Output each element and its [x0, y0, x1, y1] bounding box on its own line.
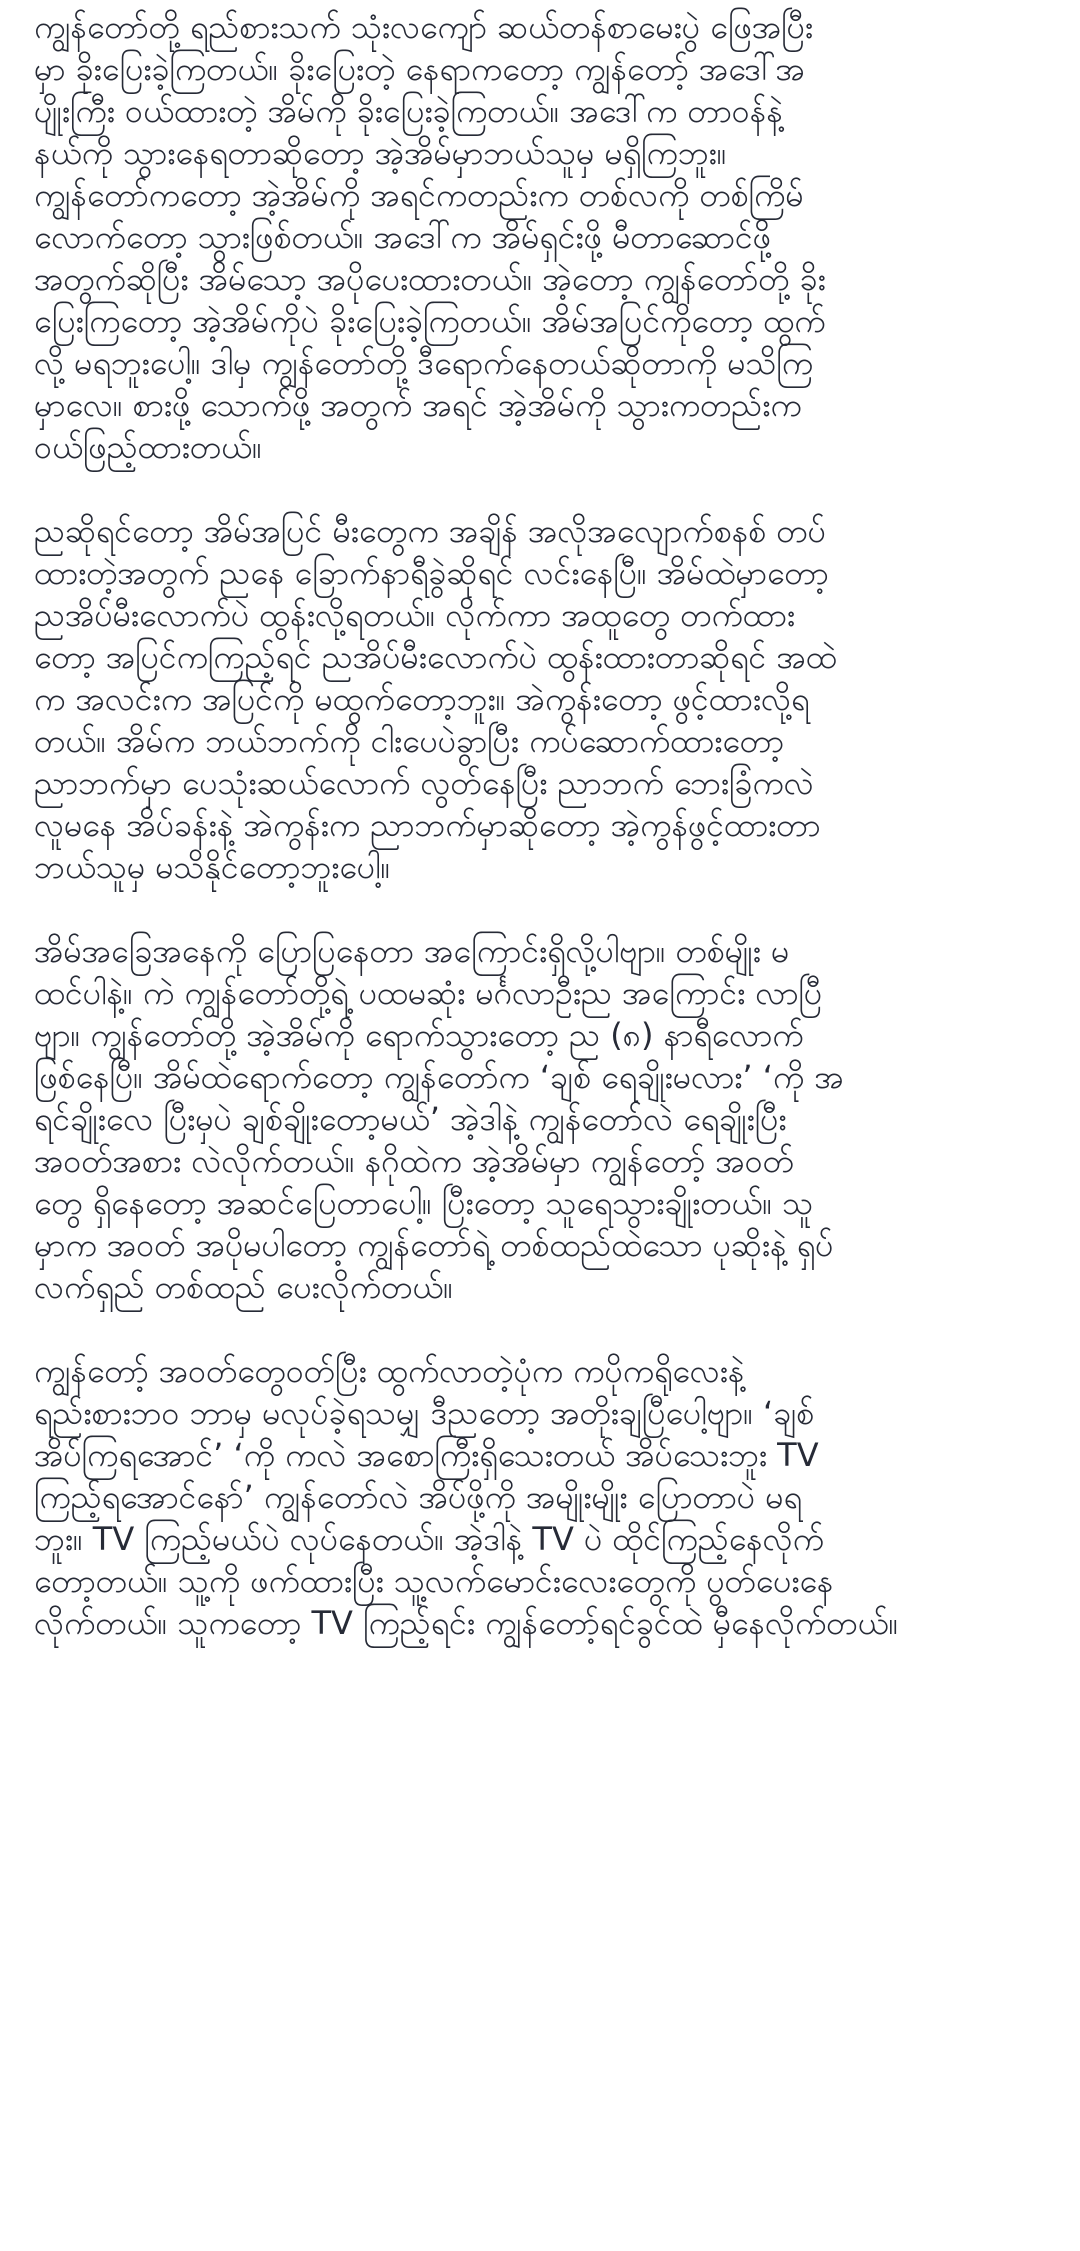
article-paragraph: ညဆိုရင်တော့ အိမ်အပြင် မီးတွေက အချိန် အလိုအလျောက်စနစ် တပ် ထားတဲ့အတွက် ညနေ ခြောက်နာရီခွဲဆိုရင် လင်းနေပြီ။ အိမ်ထဲမှာတော့ ညအိပ်မီးလောက်ပဲ ထွန်းလို့ရတယ်။ လိုက်ကာ အထူတွေ တက်ထား တော့ အပြင်ကကြည့်ရင် ညအိပ်မီးလောက်ပဲ ထွန်းထားတာဆိုရင် အထဲ က အလင်းက အပြင်ကို မထွက်တော့ဘူး။ အဲကွန်းတော့ ဖွင့်ထားလို့ရ တယ်။ အိမ်က ဘယ်ဘက်ကို ငါးပေပဲခွာပြီး ကပ်ဆောက်ထားတော့ ညာဘက်မှာ ပေသုံးဆယ်လောက် လွတ်နေပြီး ညာဘက် ဘေးခြံကလဲ လူမနေ အိပ်ခန်းနဲ့ အဲကွန်းက ညာဘက်မှာဆိုတော့ အဲ့ကွန်ဖွင့်ထားတာ ဘယ်သူမှ မသိနိုင်တော့ဘူးပေါ့။	[34, 512, 837, 886]
article-paragraph: အိမ်အခြေအနေကို ပြောပြနေတာ အကြောင်းရှိလို့ပါဗျာ။ တစ်မျိုး မ ထင်ပါနဲ့။ ကဲ ကျွန်တော်တို့ရဲ့ ပထမဆုံး မင်္ဂလာဦးည အကြောင်း လာပြီ ဗျာ။ ကျွန်တော်တို့ အဲ့အိမ်ကို ရောက်သွားတော့ ည (၈) နာရီလောက် ဖြစ်နေပြီ။ အိမ်ထဲရောက်တော့ ကျွန်တော်က ‘ချစ် ရေချိုးမလား’ ‘ကို အ ရင်ချိုးလေ ပြီးမှပဲ ချစ်ချိုးတော့မယ်’ အဲ့ဒါနဲ့ ကျွန်တော်လဲ ရေချိုးပြီး အဝတ်အစား လဲလိုက်တယ်။ နဂိုထဲက အဲ့အိမ်မှာ ကျွန်တော့် အဝတ် တွေ ရှိနေတော့ အဆင်ပြေတာပေါ့။ ပြီးတော့ သူရေသွားချိုးတယ်။ သူ မှာက အဝတ် အပိုမပါတော့ ကျွန်တော်ရဲ့ တစ်ထည်ထဲသော ပုဆိုးနဲ့ ရှပ် လက်ရှည် တစ်ထည် ပေးလိုက်တယ်။	[34, 932, 844, 1306]
article-body	[34, 6, 1050, 1686]
article-paragraph: ကျွန်တော်တို့ ရည်စားသက် သုံးလကျော် ဆယ်တန်စာမေးပွဲ ဖြေအပြီး မှာ ခိုးပြေးခဲ့ကြတယ်။ ခိုးပြေးတဲ့ နေရာကတော့ ကျွန်တော့် အဒေါ်အ ပျိုးကြီး ဝယ်ထားတဲ့ အိမ်ကို ခိုးပြေးခဲ့ကြတယ်။ အဒေါ်က တာဝန်နဲ့ နယ်ကို သွားနေရတာဆိုတော့ အဲ့အိမ်မှာဘယ်သူမှ မရှိကြဘူး။ ကျွန်တော်ကတော့ အဲ့အိမ်ကို အရင်ကတည်းက တစ်လကို တစ်ကြိမ် လောက်တော့ သွားဖြစ်တယ်။ အဒေါ်က အိမ်ရှင်းဖို့ မီတာဆောင်ဖို့ အတွက်ဆိုပြီး အိမ်သော့ အပိုပေးထားတယ်။ အဲ့တော့ ကျွန်တော်တို့ ခိုး ပြေးကြတော့ အဲ့အိမ်ကိုပဲ ခိုးပြေးခဲ့ကြတယ်။ အိမ်အပြင်ကိုတော့ ထွက် လို့ မရဘူးပေါ့။ ဒါမှ ကျွန်တော်တို့ ဒီရောက်နေတယ်ဆိုတာကို မသိကြ မှာလေ။ စားဖို့ သောက်ဖို့ အတွက် အရင် အဲ့အိမ်ကို သွားကတည်းက ဝယ်ဖြည့်ထားတယ်။	[34, 8, 826, 466]
article-paragraph: ကျွန်တော့် အဝတ်တွေဝတ်ပြီး ထွက်လာတဲ့ပုံက ကပိုကရိုလေးနဲ့ ရည်းစားဘဝ ဘာမှ မလုပ်ခဲ့ရသမျှ ဒီညတော့ အတိုးချပြီပေါ့ဗျာ။ ‘ချစ် အိပ်ကြရအောင်’ ‘ကို ကလဲ အစောကြီးရှိသေးတယ် အိပ်သေးဘူး TV ကြည့်ရအောင်နော်’ ကျွန်တော်လဲ အိပ်ဖို့ကို အမျိုးမျိုး ပြောတာပဲ မရ ဘူး။ TV ကြည့်မယ်ပဲ လုပ်နေတယ်။ အဲ့ဒါနဲ့ TV ပဲ ထိုင်ကြည့်နေလိုက် တော့တယ်။ သူ့ကို ဖက်ထားပြီး သူ့လက်မောင်းလေးတွေကို ပွတ်ပေးနေ လိုက်တယ်။ သူကတော့ TV ကြည့်ရင်း ကျွန်တော့်ရင်ခွင်ထဲ မှီနေလိုက်တယ်။	[34, 1352, 899, 1642]
